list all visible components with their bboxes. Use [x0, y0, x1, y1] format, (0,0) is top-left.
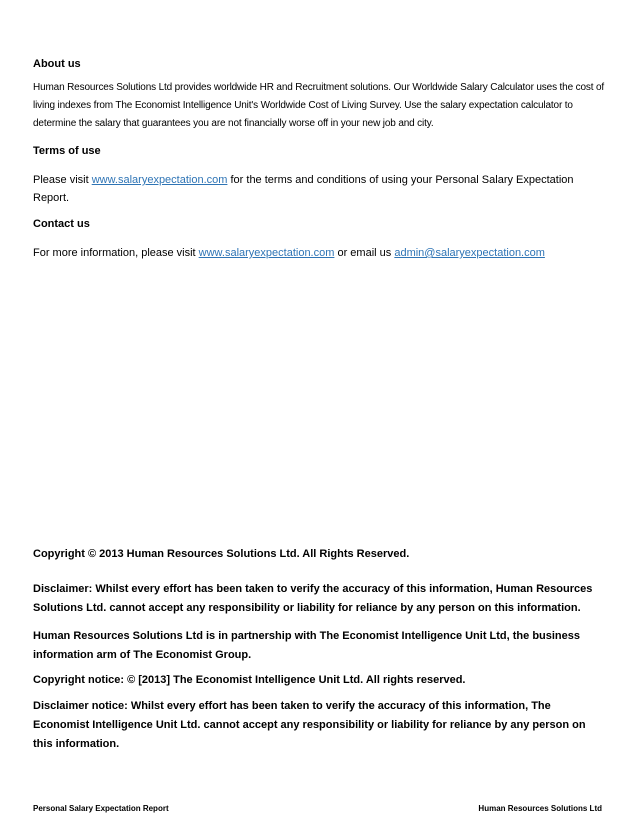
disclaimer-eiu: Disclaimer notice: Whilst every effort has been taken to verify the accuracy of this information, The Economist Intelligence Unit Ltd. cannot accept any responsibility or liability for reliance by any person on this information. — [33, 700, 586, 750]
contact-text — [33, 244, 608, 262]
disclaimer-hrs: Disclaimer: Whilst every effort has been taken to verify the accuracy of this information, Human Resources Solutions Ltd. cannot accept any responsibility or liability for reliance by any person on this information. — [33, 583, 593, 614]
terms-text — [33, 171, 608, 207]
contact-text-before: For more information, please visit — [33, 247, 199, 259]
about-heading: About us — [33, 58, 81, 70]
terms-text-after: for the terms and conditions of using your Personal Salary Expectation Report. — [33, 174, 574, 204]
footer-left: Personal Salary Expectation Report — [33, 804, 169, 813]
contact-heading: Contact us — [33, 218, 90, 230]
copyright-notice: Copyright notice: © [2013] The Economist Intelligence Unit Ltd. All rights reserved. — [33, 674, 466, 686]
copyright-line: Copyright © 2013 Human Resources Solutions Ltd. All Rights Reserved. — [33, 548, 410, 560]
about-text: Human Resources Solutions Ltd provides worldwide HR and Recruitment solutions. Our Worldwide Salary Calculator uses the cost of living indexes from The Economist Intelligence Unit's Worldwide Cost of Living Survey. Use the salary expectation calculator to determine the salary that guarantees you are not financially worse off in your new job and city. — [33, 82, 605, 129]
contact-website-link[interactable]: www.salaryexpectation.com — [198, 247, 335, 259]
footer-right: Human Resources Solutions Ltd — [478, 804, 602, 813]
terms-text-before: Please visit — [33, 174, 92, 186]
contact-text-middle: or email us — [334, 247, 395, 259]
contact-email-link[interactable]: admin@salaryexpectation.com — [394, 247, 545, 259]
partnership-statement: Human Resources Solutions Ltd is in partnership with The Economist Intelligence Unit Ltd, the business information arm of The Economist Group. — [33, 630, 581, 661]
terms-heading: Terms of use — [33, 145, 101, 157]
terms-link[interactable]: www.salaryexpectation.com — [91, 174, 228, 186]
